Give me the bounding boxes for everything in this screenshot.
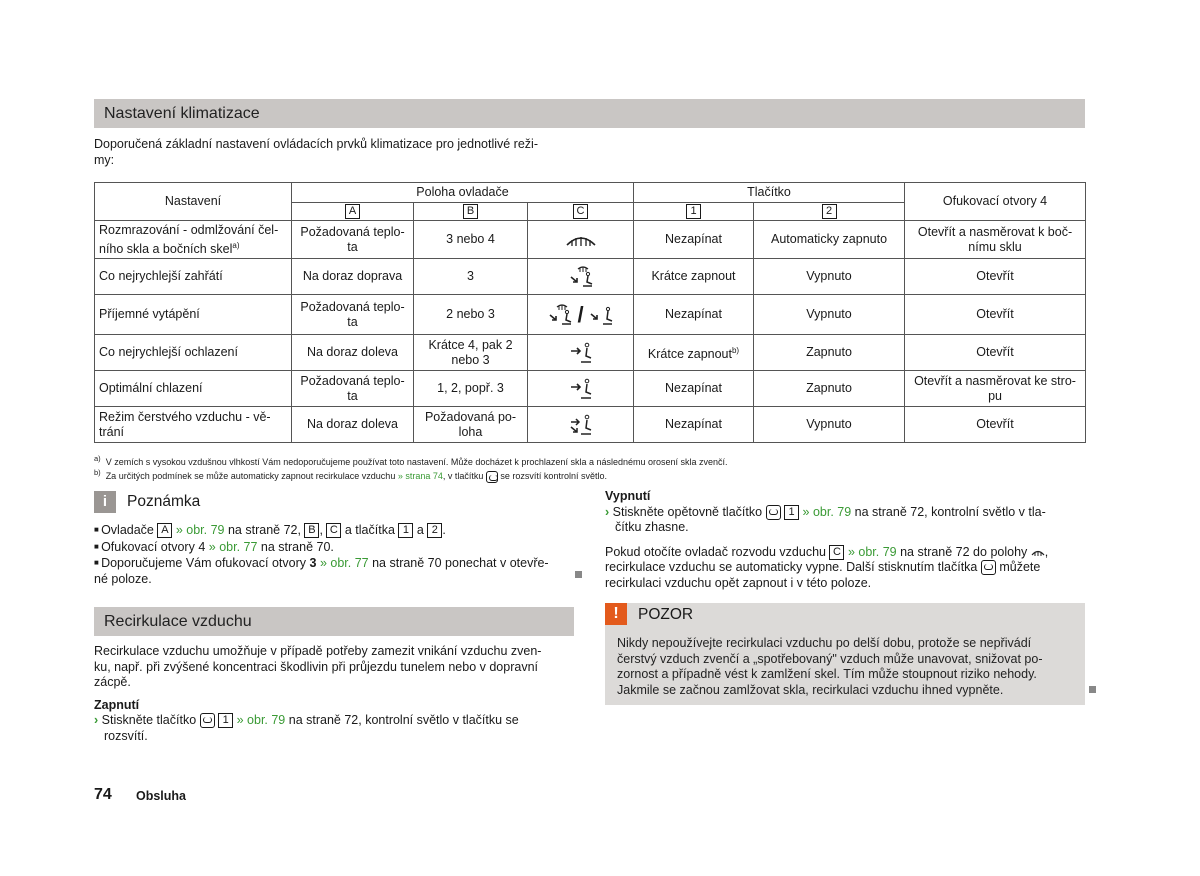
cell-tlacitko-1: Nezapínat xyxy=(634,371,754,407)
note-item: ■ Ovladače A » obr. 79 na straně 72, B , C a tlačítka 1 a 2 . xyxy=(94,522,574,539)
cell-poloha-a: Na doraz doleva xyxy=(292,335,414,371)
footnote-b: $^{b)}$ Za určitých podmínek se může automaticky zapnout recirkulace vzduchu » strana 74, v tlačítku se rozsvítí kontrolní světlo. xyxy=(94,468,607,481)
cell-tlacitko-1: Nezapínat xyxy=(634,295,754,335)
recirculation-button-icon xyxy=(200,713,215,728)
intro-line: Doporučená základní nastavení ovládacích prvků klimatizace pro jednotlivé reži- xyxy=(94,137,538,151)
zapnuti-step: › Stiskněte tlačítko 1 » obr. 79 na straně 72, kontrolní světlo v tlačítku se xyxy=(94,713,519,727)
section-header-klimatizace xyxy=(94,99,1085,128)
link-obr-79[interactable]: » obr. 79 xyxy=(236,713,286,727)
cell-poloha-b: Požadovaná po- loha xyxy=(414,407,528,443)
recirculation-button-icon xyxy=(766,505,781,520)
table-row xyxy=(95,335,1086,371)
header-poloha: Poloha ovladače xyxy=(292,183,634,203)
defrost-icon xyxy=(1031,547,1045,557)
section-header-recirkulace xyxy=(94,607,574,636)
cell-poloha-b: 1, 2, popř. 3 xyxy=(414,371,528,407)
intro-line: my: xyxy=(94,153,115,167)
link-strana-74[interactable]: » strana 74 xyxy=(397,471,443,481)
cell-poloha-a: Požadovaná teplo- ta xyxy=(292,371,414,407)
vypnuti-step: › Stiskněte opětovně tlačítko 1 » obr. 79 na straně 72, kontrolní světlo v tla- xyxy=(605,504,1046,519)
page-number: 74 xyxy=(94,786,112,803)
vypnuti-title: Vypnutí xyxy=(605,489,651,503)
zapnuti-title: Zapnutí xyxy=(94,697,140,712)
recirculation-text: Recirkulace vzduchu umožňuje v případě potřeby zamezit vnikání vzduchu zven- ku, např. při zvýšené koncentraci škodlivin při průjezdu tunelem nebo v dopravní zácpě. Zapnutí › Stiskněte tlačítko 1 » obr. 79 na straně 72, kontrolní světlo v tlačítku se rozsvítí. xyxy=(94,644,574,744)
table-row xyxy=(95,221,1086,259)
cell-tlacitko-2: Vypnuto xyxy=(754,295,905,335)
sub-2: 2 xyxy=(754,203,905,221)
warning-title: POZOR xyxy=(638,606,694,623)
defrost-icon xyxy=(564,232,598,246)
settings-table xyxy=(94,182,1086,443)
cell-tlacitko-1: Nezapínat xyxy=(634,221,754,259)
cell-nastaveni: Příjemné vytápění xyxy=(95,295,292,335)
cell-poloha-c xyxy=(528,221,634,259)
link-obr-79[interactable]: » obr. 79 xyxy=(175,523,225,537)
cell-poloha-c xyxy=(528,335,634,371)
table-row xyxy=(95,259,1086,295)
cell-ofukovaci: Otevřít xyxy=(905,295,1086,335)
note-item: ■ Ofukovací otvory 4 » obr. 77 na straně 70. xyxy=(94,539,574,556)
sub-b: B xyxy=(414,203,528,221)
table-row xyxy=(95,371,1086,407)
right-column: Vypnutí › Stiskněte opětovně tlačítko 1 » obr. 79 na straně 72, kontrolní světlo v tla- čítku zhasne. Pokud otočíte ovladač rozvodu vzduchu C » obr. 79 na straně 72 do polohy , recirkulace vzduchu se automaticky vypne. Další stisknutím tlačítka můžete recirkulaci vzduchu opět zapnout i v této poloze. xyxy=(605,489,1085,591)
cell-poloha-a: Požadovaná teplo- ta xyxy=(292,295,414,335)
cell-nastaveni: Co nejrychlejší ochlazení xyxy=(95,335,292,371)
warning-box xyxy=(605,603,1085,705)
feet-windshield-icon xyxy=(568,269,594,283)
chapter-name: Obsluha xyxy=(136,789,187,803)
sub-a: A xyxy=(292,203,414,221)
cell-poloha-c xyxy=(528,371,634,407)
link-obr-79[interactable]: » obr. 79 xyxy=(847,544,897,559)
footnote-a: $^{a)}$ V zemích s vysokou vzdušnou vlhkostí Vám nedoporučujeme používat toto nastavení. Může docházet k prochlazení skla a následnému orosení skla zvenčí. xyxy=(94,454,728,467)
link-obr-77[interactable]: » obr. 77 xyxy=(208,539,258,554)
cell-ofukovaci: Otevřít xyxy=(905,407,1086,443)
cell-ofukovaci: Otevřít a nasměrovat k boč- nímu sklu xyxy=(905,221,1086,259)
cell-poloha-b: 3 xyxy=(414,259,528,295)
end-marker xyxy=(575,571,582,578)
cell-poloha-a: Požadovaná teplo- ta xyxy=(292,221,414,259)
intro-text xyxy=(94,136,538,168)
cell-poloha-a: Na doraz doleva xyxy=(292,407,414,443)
cell-tlacitko-2: Automaticky zapnuto xyxy=(754,221,905,259)
cell-ofukovaci: Otevřít xyxy=(905,259,1086,295)
header-tlacitko: Tlačítko xyxy=(634,183,905,203)
cell-tlacitko-2: Vypnuto xyxy=(754,407,905,443)
cell-poloha-c xyxy=(528,259,634,295)
sub-1: 1 xyxy=(634,203,754,221)
recirculation-button-icon xyxy=(486,471,498,483)
note-title: Poznámka xyxy=(127,493,201,510)
cell-tlacitko-2: Zapnuto xyxy=(754,335,905,371)
windshield-feet-or-feet-icon: / xyxy=(547,307,613,321)
note-body: ■ Ovladače A » obr. 79 na straně 72, B , C a tlačítka 1 a 2 . ■ Ofukovací otvory 4 » obr. 77 na straně 70. ■ Doporučujeme Vám ofukovací otvory 3 » obr. 77 na straně 70 ponechat v otevře- né poloze. xyxy=(94,522,574,587)
sub-c: C xyxy=(528,203,634,221)
cell-nastaveni: Co nejrychlejší zahřátí xyxy=(95,259,292,295)
cell-poloha-c xyxy=(528,295,634,335)
cell-tlacitko-1: Nezapínat xyxy=(634,407,754,443)
cell-poloha-b: 2 nebo 3 xyxy=(414,295,528,335)
end-marker xyxy=(1089,686,1096,693)
face-vent-icon xyxy=(568,345,594,359)
note-item: ■ Doporučujeme Vám ofukovací otvory 3 » obr. 77 na straně 70 ponechat v otevře- xyxy=(94,555,574,572)
paragraph: Pokud otočíte ovladač rozvodu vzduchu C » obr. 79 na straně 72 do polohy , xyxy=(605,544,1049,559)
cell-poloha-a: Na doraz doprava xyxy=(292,259,414,295)
info-icon: i xyxy=(94,491,116,513)
cell-tlacitko-1: Krátce zapnout$^{b)}$ xyxy=(634,335,754,371)
section-title: Nastavení klimatizace xyxy=(104,105,260,122)
header-nastaveni: Nastavení xyxy=(95,183,292,221)
cell-poloha-b: Krátce 4, pak 2 nebo 3 xyxy=(414,335,528,371)
face-feet-vent-icon xyxy=(568,417,594,431)
link-obr-77[interactable]: » obr. 77 xyxy=(319,556,369,570)
cell-tlacitko-2: Zapnuto xyxy=(754,371,905,407)
table-row xyxy=(95,295,1086,335)
cell-ofukovaci: Otevřít a nasměrovat ke stro- pu xyxy=(905,371,1086,407)
header-ofukovaci: Ofukovací otvory 4 xyxy=(905,183,1086,221)
cell-poloha-b: 3 nebo 4 xyxy=(414,221,528,259)
table-row xyxy=(95,407,1086,443)
link-obr-79[interactable]: » obr. 79 xyxy=(802,504,852,519)
cell-ofukovaci: Otevřít xyxy=(905,335,1086,371)
cell-tlacitko-1: Krátce zapnout xyxy=(634,259,754,295)
section-title: Recirkulace vzduchu xyxy=(104,613,252,630)
cell-nastaveni: Režim čerstvého vzduchu - vě- trání xyxy=(95,407,292,443)
face-vent-icon xyxy=(568,381,594,395)
recirculation-button-icon xyxy=(981,560,996,575)
cell-nastaveni: Rozmrazování - odmlžování čel- ního skla a bočních skel$^{a)}$ xyxy=(95,221,292,259)
warning-text: Nikdy nepoužívejte recirkulaci vzduchu po delší dobu, protože se nepřivádí čerstvý vzduch zvenčí a „spotřebovaný" vzduch může unavovat, snižovat po- zornost a případně vést k zamlžení skel. Tím může stoupnout riziko nehody. Jakmile se začnou zamlžovat skla, recirkulaci vzduchu ihned vypněte. xyxy=(617,636,1043,697)
cell-tlacitko-2: Vypnuto xyxy=(754,259,905,295)
cell-nastaveni: Optimální chlazení xyxy=(95,371,292,407)
cell-poloha-c xyxy=(528,407,634,443)
warning-icon: ! xyxy=(605,603,627,625)
